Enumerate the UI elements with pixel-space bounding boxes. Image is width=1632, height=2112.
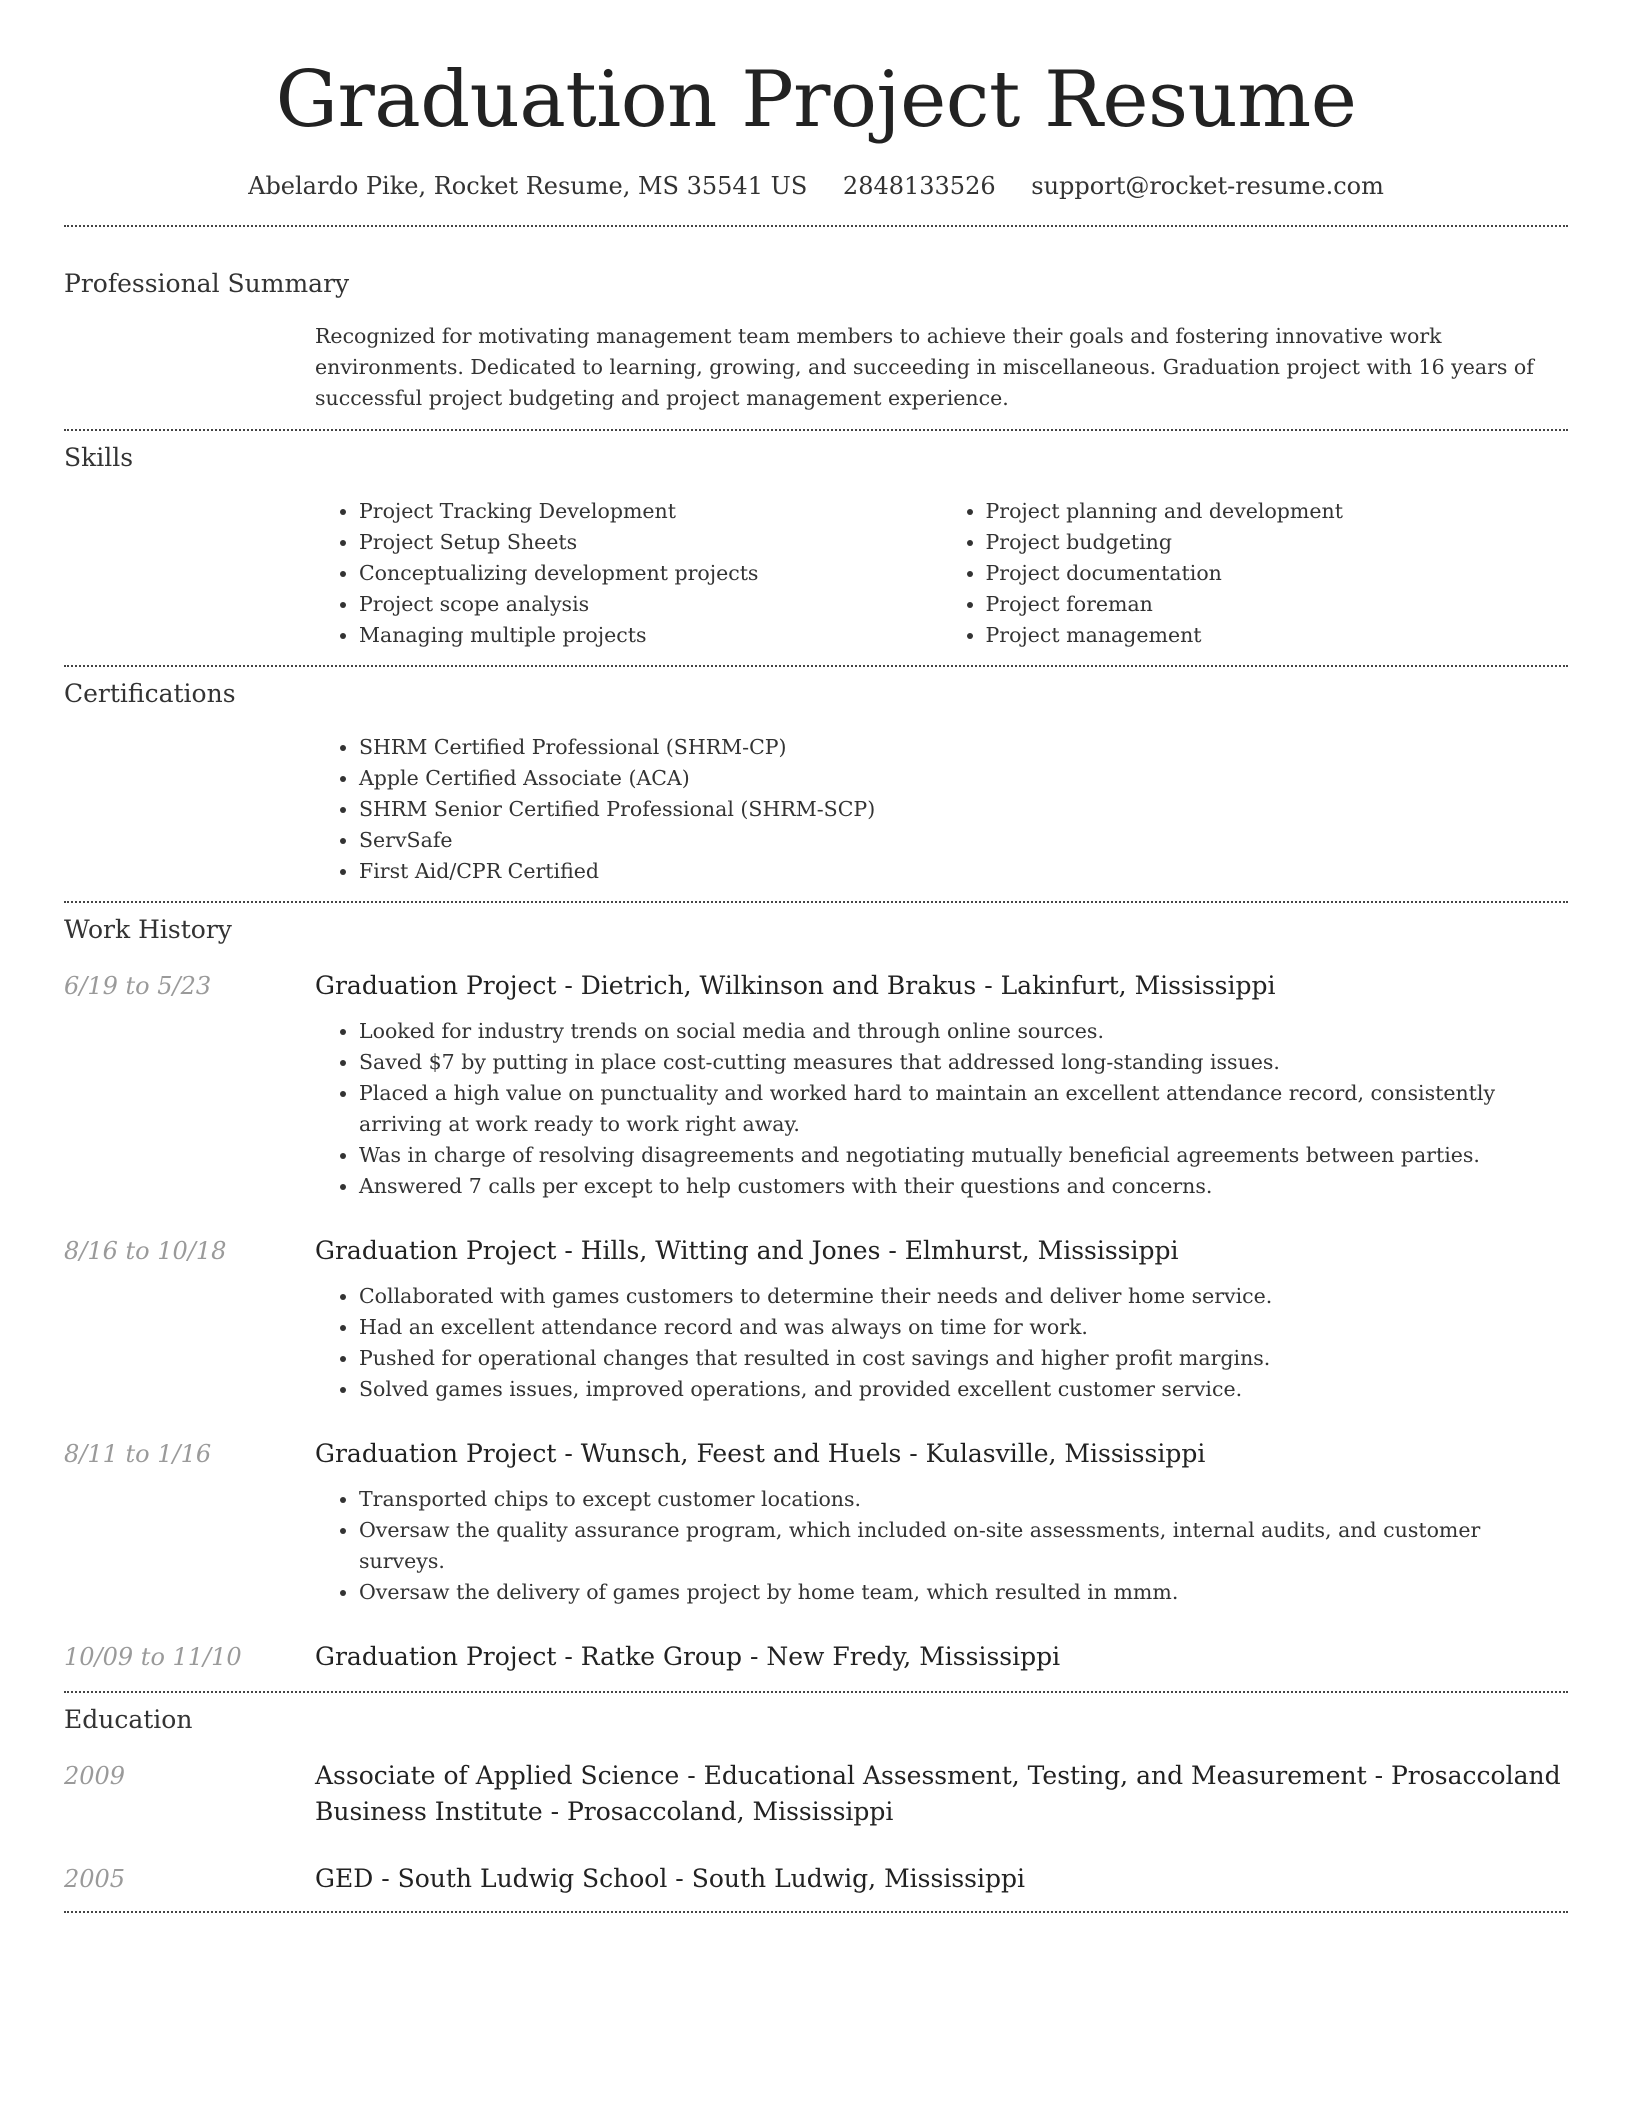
education-details — [315, 1861, 1568, 1897]
job-bullets — [315, 1281, 1568, 1405]
work-history-heading: Work History — [64, 915, 232, 944]
skill-item: • Conceptualizing development projects — [359, 558, 942, 589]
job-title: Graduation Project - Hills, Witting and Jones - Elmhurst, Mississippi — [315, 1236, 1179, 1265]
skills-list-right — [942, 496, 1569, 651]
skill-item: • Project documentation — [986, 558, 1569, 589]
job-bullet: • Answered 7 calls per except to help customers with their questions and concerns. — [359, 1171, 1568, 1202]
education-section — [64, 1693, 1568, 1897]
certification-item: • Apple Certified Associate (ACA) — [359, 763, 1568, 794]
work-history-section — [64, 903, 1568, 1675]
contact-phone: 2848133526 — [842, 172, 996, 200]
job-dates: 8/11 to 1/16 — [64, 1440, 212, 1468]
job-dates: 6/19 to 5/23 — [64, 972, 212, 1000]
certifications-list — [315, 732, 1568, 887]
skill-item: • Project Tracking Development — [359, 496, 942, 527]
job-details — [315, 1436, 1568, 1608]
skills-list-left — [315, 496, 942, 651]
job-bullet: • Saved $7 by putting in place cost-cutting measures that addressed long-standing issues. — [359, 1047, 1568, 1078]
skill-item: • Project planning and development — [986, 496, 1569, 527]
job-bullet: • Collaborated with games customers to determine their needs and deliver home service. — [359, 1281, 1568, 1312]
summary-heading: Professional Summary — [64, 269, 350, 298]
skill-item: • Project foreman — [986, 589, 1569, 620]
job-details — [315, 1233, 1568, 1405]
job-details — [315, 968, 1568, 1202]
resume-title: Graduation Project Resume — [275, 55, 1357, 145]
section-divider — [64, 1911, 1568, 1913]
skill-item: • Project budgeting — [986, 527, 1569, 558]
job-entry — [64, 1233, 1568, 1405]
skill-item: • Project Setup Sheets — [359, 527, 942, 558]
job-entry — [64, 968, 1568, 1202]
job-dates: 10/09 to 11/10 — [64, 1643, 242, 1671]
job-bullet: • Had an excellent attendance record and was always on time for work. — [359, 1312, 1568, 1343]
skill-item: • Managing multiple projects — [359, 620, 942, 651]
summary-text: Recognized for motivating management team members to achieve their goals and fostering innovative work environments. Dedicated to learning, growing, and succeeding in miscellaneous. Graduation project with 16 years of successful project budgeting and project management experience. — [315, 324, 1534, 410]
education-details — [315, 1758, 1568, 1830]
job-bullet: • Pushed for operational changes that resulted in cost savings and higher profit margins. — [359, 1343, 1568, 1374]
job-bullet: • Oversaw the quality assurance program, which included on-site assessments, internal audits, and customer surveys. — [359, 1515, 1568, 1577]
education-entry — [64, 1861, 1568, 1897]
resume-page — [64, 0, 1568, 1913]
summary-section — [64, 227, 1568, 414]
job-title: Graduation Project - Dietrich, Wilkinson and Brakus - Lakinfurt, Mississippi — [315, 971, 1276, 1000]
skill-item: • Project management — [986, 620, 1569, 651]
job-bullet: • Solved games issues, improved operations, and provided excellent customer service. — [359, 1374, 1568, 1405]
job-details — [315, 1639, 1568, 1675]
job-bullets — [315, 1016, 1568, 1202]
skills-section — [64, 431, 1568, 651]
certification-item: • SHRM Certified Professional (SHRM-CP) — [359, 732, 1568, 763]
education-heading: Education — [64, 1705, 193, 1734]
job-entry — [64, 1436, 1568, 1608]
skills-heading: Skills — [64, 443, 134, 472]
job-bullet: • Oversaw the delivery of games project by home team, which resulted in mmm. — [359, 1577, 1568, 1608]
job-bullet: • Was in charge of resolving disagreements and negotiating mutually beneficial agreements between parties. — [359, 1140, 1568, 1171]
job-entry — [64, 1639, 1568, 1675]
certifications-section — [64, 667, 1568, 887]
education-entry — [64, 1758, 1568, 1830]
education-title: Associate of Applied Science - Educational Assessment, Testing, and Measurement - Prosaccoland Business Institute - Prosaccoland, Mississippi — [315, 1761, 1561, 1826]
skill-item: • Project scope analysis — [359, 589, 942, 620]
job-title: Graduation Project - Wunsch, Feest and Huels - Kulasville, Mississippi — [315, 1439, 1206, 1468]
contact-line — [64, 170, 1568, 202]
job-dates: 8/16 to 10/18 — [64, 1237, 227, 1265]
job-bullet: • Placed a high value on punctuality and worked hard to maintain an excellent attendance record, consistently arriving at work ready to work right away. — [359, 1078, 1568, 1140]
certifications-body — [315, 732, 1568, 887]
job-bullet: • Transported chips to except customer locations. — [359, 1484, 1568, 1515]
certification-item: • ServSafe — [359, 825, 1568, 856]
education-title: GED - South Ludwig School - South Ludwig, Mississippi — [315, 1864, 1025, 1893]
contact-email: support@rocket-resume.com — [1031, 172, 1384, 200]
certification-item: • SHRM Senior Certified Professional (SHRM-SCP) — [359, 794, 1568, 825]
job-title: Graduation Project - Ratke Group - New Fredy, Mississippi — [315, 1642, 1061, 1671]
job-bullets — [315, 1484, 1568, 1608]
job-bullet: • Looked for industry trends on social media and through online sources. — [359, 1016, 1568, 1047]
certifications-heading: Certifications — [64, 679, 236, 708]
skills-columns — [315, 496, 1568, 651]
contact-address: Abelardo Pike, Rocket Resume, MS 35541 US — [248, 172, 808, 200]
education-year: 2009 — [64, 1762, 126, 1790]
education-year: 2005 — [64, 1865, 126, 1893]
certification-item: • First Aid/CPR Certified — [359, 856, 1568, 887]
